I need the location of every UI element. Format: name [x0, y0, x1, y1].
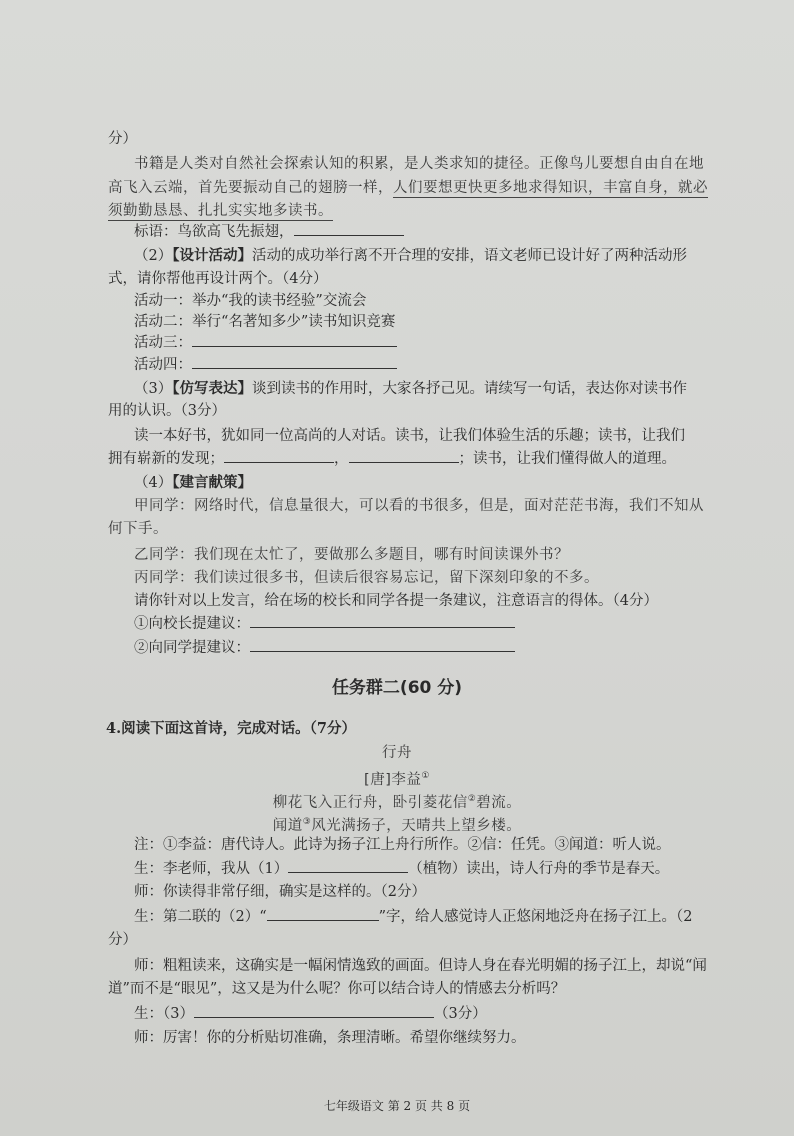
passage-text: 书籍是人类对自然社会探索认知的积累，是人类求知的捷径。正像鸟儿要想自由自在地	[134, 156, 704, 172]
poem-question-head: 4.阅读下面这首诗，完成对话。（7分）	[106, 720, 356, 737]
dialog-text: 生：李老师，我从（1）	[134, 861, 289, 877]
statement-text: 乙同学：我们现在太忙了，要做那么多题目，哪有时间读课外书？	[134, 547, 569, 563]
activity-label: 活动四：	[134, 357, 192, 373]
dialog-text: 生：（3）	[134, 1006, 194, 1022]
q3-head	[134, 378, 734, 400]
activity-4-blank[interactable]	[192, 354, 397, 369]
dialog-line: 分）	[108, 932, 137, 948]
dialog-text: ”字，给人感觉诗人正悠闲地泛舟在扬子江上。（2	[378, 909, 693, 925]
activity-text: 活动一：举办“我的读书经验”交流会	[134, 293, 367, 309]
footnote-mark: ②	[467, 794, 477, 804]
suggest-label: ①向校长提建议：	[134, 616, 250, 632]
q-number: （3）	[134, 381, 173, 397]
statement-text: 甲同学：网络时代，信息量很大，可以看的书很多，但是，面对茫茫书海，我们不知从	[134, 498, 704, 514]
dialog-line	[134, 1003, 734, 1025]
slogan-answer-blank[interactable]	[294, 221, 404, 236]
q-text: 拥有崭新的发现；	[108, 451, 224, 467]
passage-line	[108, 200, 708, 222]
q-tag: 【建言献策】	[172, 474, 252, 491]
activity-text: 活动二：举行“名著知多少”读书知识竞赛	[134, 314, 396, 330]
q-text: 用的认识。（3分）	[108, 403, 226, 419]
poem-note: 注：①李益：唐代诗人。此诗为扬子江上舟行所作。②信：任凭。③闻道：听人说。	[134, 837, 671, 853]
statement-text: 丙同学：我们读过很多书，但读后很容易忘记，留下深刻印象的不多。	[134, 570, 599, 586]
dialog-line	[134, 858, 734, 880]
statement-yi	[134, 544, 734, 566]
q-tag: 【仿写表达】	[172, 380, 252, 397]
q-text: 请你针对以上发言，给在场的校长和同学各提一条建议，注意语言的得体。（4分）	[134, 593, 658, 609]
dialog-line: 师：粗粗读来，这确实是一幅闲情逸致的画面。但诗人身在春光明媚的扬子江上，却说“闻	[134, 958, 707, 974]
dialog-text: （3分）	[433, 1006, 487, 1022]
q-tag: 【设计活动】	[172, 247, 252, 264]
slogan-line	[134, 221, 734, 243]
footnote-mark: ③	[302, 817, 312, 827]
dialog-line: 师：厉害！你的分析贴切准确，条理清晰。希望你继续努力。	[134, 1030, 526, 1046]
q-text: ；读书，让我们懂得做人的道理。	[458, 451, 676, 467]
suggest-classmate	[134, 637, 734, 659]
dialog-line: 道”而不是“眼见”，这又是为什么呢？你可以结合诗人的情感去分析吗？	[108, 981, 566, 997]
underlined-text: 人们要想更快更多地求得知识，丰富自身，就必	[393, 180, 708, 196]
suggest-principal-blank[interactable]	[250, 613, 515, 628]
q-number: （2）	[134, 248, 173, 264]
q2-line	[108, 268, 708, 290]
dialog-blank-2[interactable]	[267, 906, 379, 921]
dialog-line	[134, 906, 734, 928]
suggest-classmate-blank[interactable]	[250, 637, 515, 652]
q-text: ，	[334, 451, 349, 467]
dialog-blank-3[interactable]	[194, 1003, 434, 1018]
statement-jia	[108, 518, 708, 540]
text-line	[108, 128, 708, 150]
passage-text: 高飞入云端，首先要振动自己的翅膀一样，	[108, 180, 393, 196]
dialog-line: 师：你读得非常仔细，确实是这样的。（2分）	[134, 884, 426, 900]
q2-head	[134, 245, 734, 267]
poem-text: 碧流。	[476, 794, 522, 811]
activity-3	[134, 332, 734, 354]
dialog-text: （植物）读出，诗人行舟的季节是春天。	[408, 861, 670, 877]
poem-title: 行舟	[382, 745, 412, 761]
q-text: 谈到读书的作用时，大家各抒己见。请续写一句话，表达你对读书作	[251, 381, 687, 397]
q-text: 活动的成功举行离不开合理的安排，语文老师已设计好了两种活动形	[251, 248, 687, 264]
poem-text: 风光满扬子，天晴共上望乡楼。	[311, 817, 522, 834]
q3-blank-2[interactable]	[349, 448, 459, 463]
statement-bing	[134, 567, 734, 589]
statement-jia	[134, 495, 734, 517]
q3-line	[108, 400, 708, 422]
underlined-text: 须勤勤恳恳、扎扎实实地多读书。	[108, 203, 333, 219]
q-number: （4）	[134, 475, 173, 491]
footnote-mark: ①	[421, 771, 430, 781]
activity-label: 活动三：	[134, 335, 192, 351]
activity-2	[134, 311, 734, 333]
poem-line-2	[0, 811, 794, 837]
poem-text: 柳花飞入正行舟，卧引菱花信	[272, 794, 468, 811]
activity-3-blank[interactable]	[192, 332, 397, 347]
fen-text: 分）	[108, 131, 137, 147]
author-text: [唐]李益	[364, 771, 422, 788]
dialog-text: 生：第二联的（2）“	[134, 909, 267, 925]
suggest-principal	[134, 613, 734, 635]
q4-ask	[134, 590, 734, 612]
poem-text: 闻道	[272, 817, 303, 834]
activity-4	[134, 354, 734, 376]
q3-blank-1[interactable]	[224, 448, 334, 463]
page-footer: 七年级语文 第 2 页 共 8 页	[323, 1099, 471, 1113]
q3-fill-line	[108, 448, 708, 470]
slogan-label: 标语：鸟欲高飞先振翅，	[134, 224, 294, 240]
passage-line	[108, 177, 708, 199]
q3-line	[134, 425, 734, 447]
suggest-label: ②向同学提建议：	[134, 640, 250, 656]
activity-1	[134, 290, 734, 312]
q-text: 式，请你帮他再设计两个。（4分）	[108, 271, 328, 287]
section-title: 任务群二(60 分)	[331, 678, 463, 698]
statement-text: 何下手。	[108, 521, 168, 537]
dialog-blank-1[interactable]	[288, 858, 408, 873]
q4-head	[134, 472, 734, 494]
poem-author	[0, 765, 794, 791]
passage-line	[134, 153, 734, 175]
q-text: 读一本好书，犹如同一位高尚的人对话。读书，让我们体验生活的乐趣；读书，让我们	[134, 428, 685, 444]
poem-line-1	[0, 788, 794, 814]
